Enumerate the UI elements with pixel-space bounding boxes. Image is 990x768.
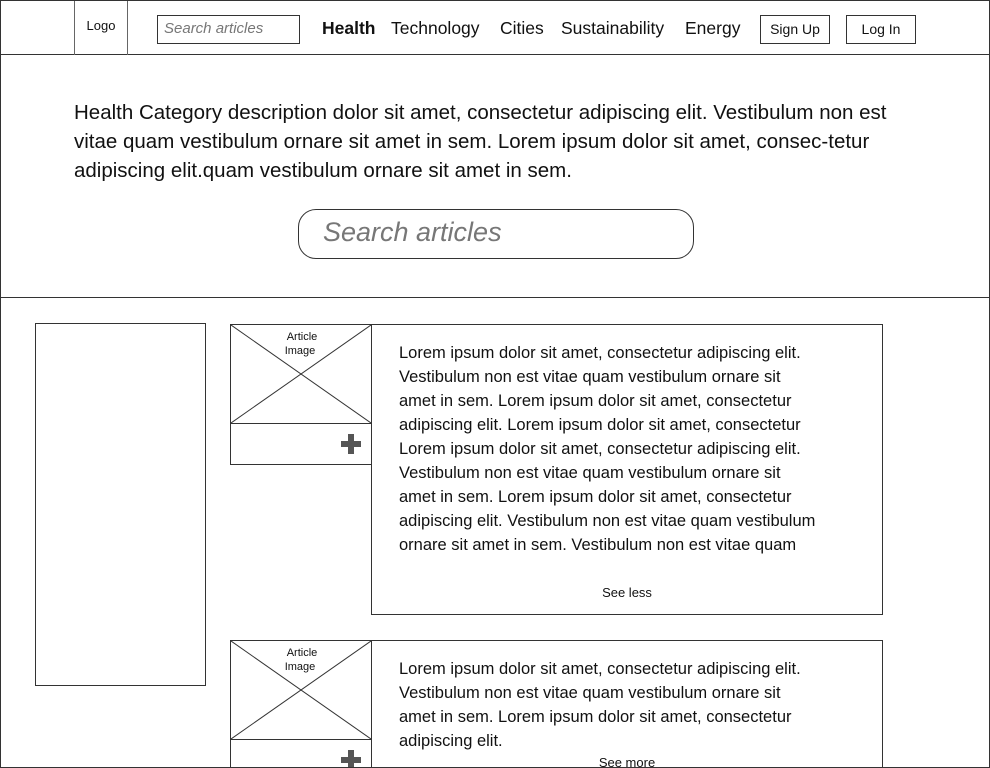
article-text: Lorem ipsum dolor sit amet, consectetur adipiscing elit. Vestibulum non est vitae quam vestibulum ornare sit amet in sem. Lorem ipsum dolor sit amet, consectetur adipiscing elit. Lorem ipsum dolor sit amet, consectetur Lorem ipsum dolor sit amet, consectetur adipiscing elit. Vestibulum non est vitae quam vestibulum ornare sit amet in sem. Lorem ipsum dolor sit amet, consectetur adipiscing elit. Vestibulum non est vitae quam vestibulum ornare sit amet in sem. Vestibulum non est vitae quam (399, 344, 816, 554)
sign-up-button[interactable]: Sign Up (760, 15, 830, 44)
nav-link-energy[interactable]: Energy (685, 18, 741, 38)
article-card (371, 324, 883, 615)
logo[interactable]: Logo (74, 1, 128, 55)
log-in-button[interactable]: Log In (846, 15, 916, 44)
category-header (1, 55, 990, 298)
article-image[interactable] (230, 324, 372, 424)
see-more-link[interactable]: See more (598, 755, 656, 768)
top-nav (1, 1, 990, 55)
article-actions (230, 424, 372, 465)
article-image-label: Article Image (284, 331, 318, 357)
nav-search-input[interactable]: Search articles (157, 15, 300, 44)
plus-icon[interactable] (341, 750, 361, 768)
article-image-label: Article Image (284, 647, 318, 673)
article-actions (230, 740, 372, 768)
plus-icon[interactable] (341, 434, 361, 454)
article-image[interactable] (230, 640, 372, 740)
sidebar-panel (35, 323, 206, 686)
nav-link-cities[interactable]: Cities (500, 18, 544, 38)
article-card (371, 640, 883, 768)
nav-link-health[interactable]: Health (322, 18, 376, 38)
nav-link-technology[interactable]: Technology (391, 18, 480, 38)
article-search-input[interactable]: Search articles (298, 209, 694, 259)
nav-link-sustainability[interactable]: Sustainability (561, 18, 665, 38)
article-text: Lorem ipsum dolor sit amet, consectetur adipiscing elit. Vestibulum non est vitae quam vestibulum ornare sit amet in sem. Lorem ipsum dolor sit amet, consectetur adipiscing elit. (399, 660, 801, 750)
category-description: Health Category description dolor sit amet, consectetur adipiscing elit. Vestibulum non est vitae quam vestibulum ornare sit amet in sem. Lorem ipsum dolor sit amet, consec-tetur adipiscing elit.quam vestibulum ornare sit amet in sem. (74, 101, 887, 182)
see-less-link[interactable]: See less (602, 585, 652, 600)
